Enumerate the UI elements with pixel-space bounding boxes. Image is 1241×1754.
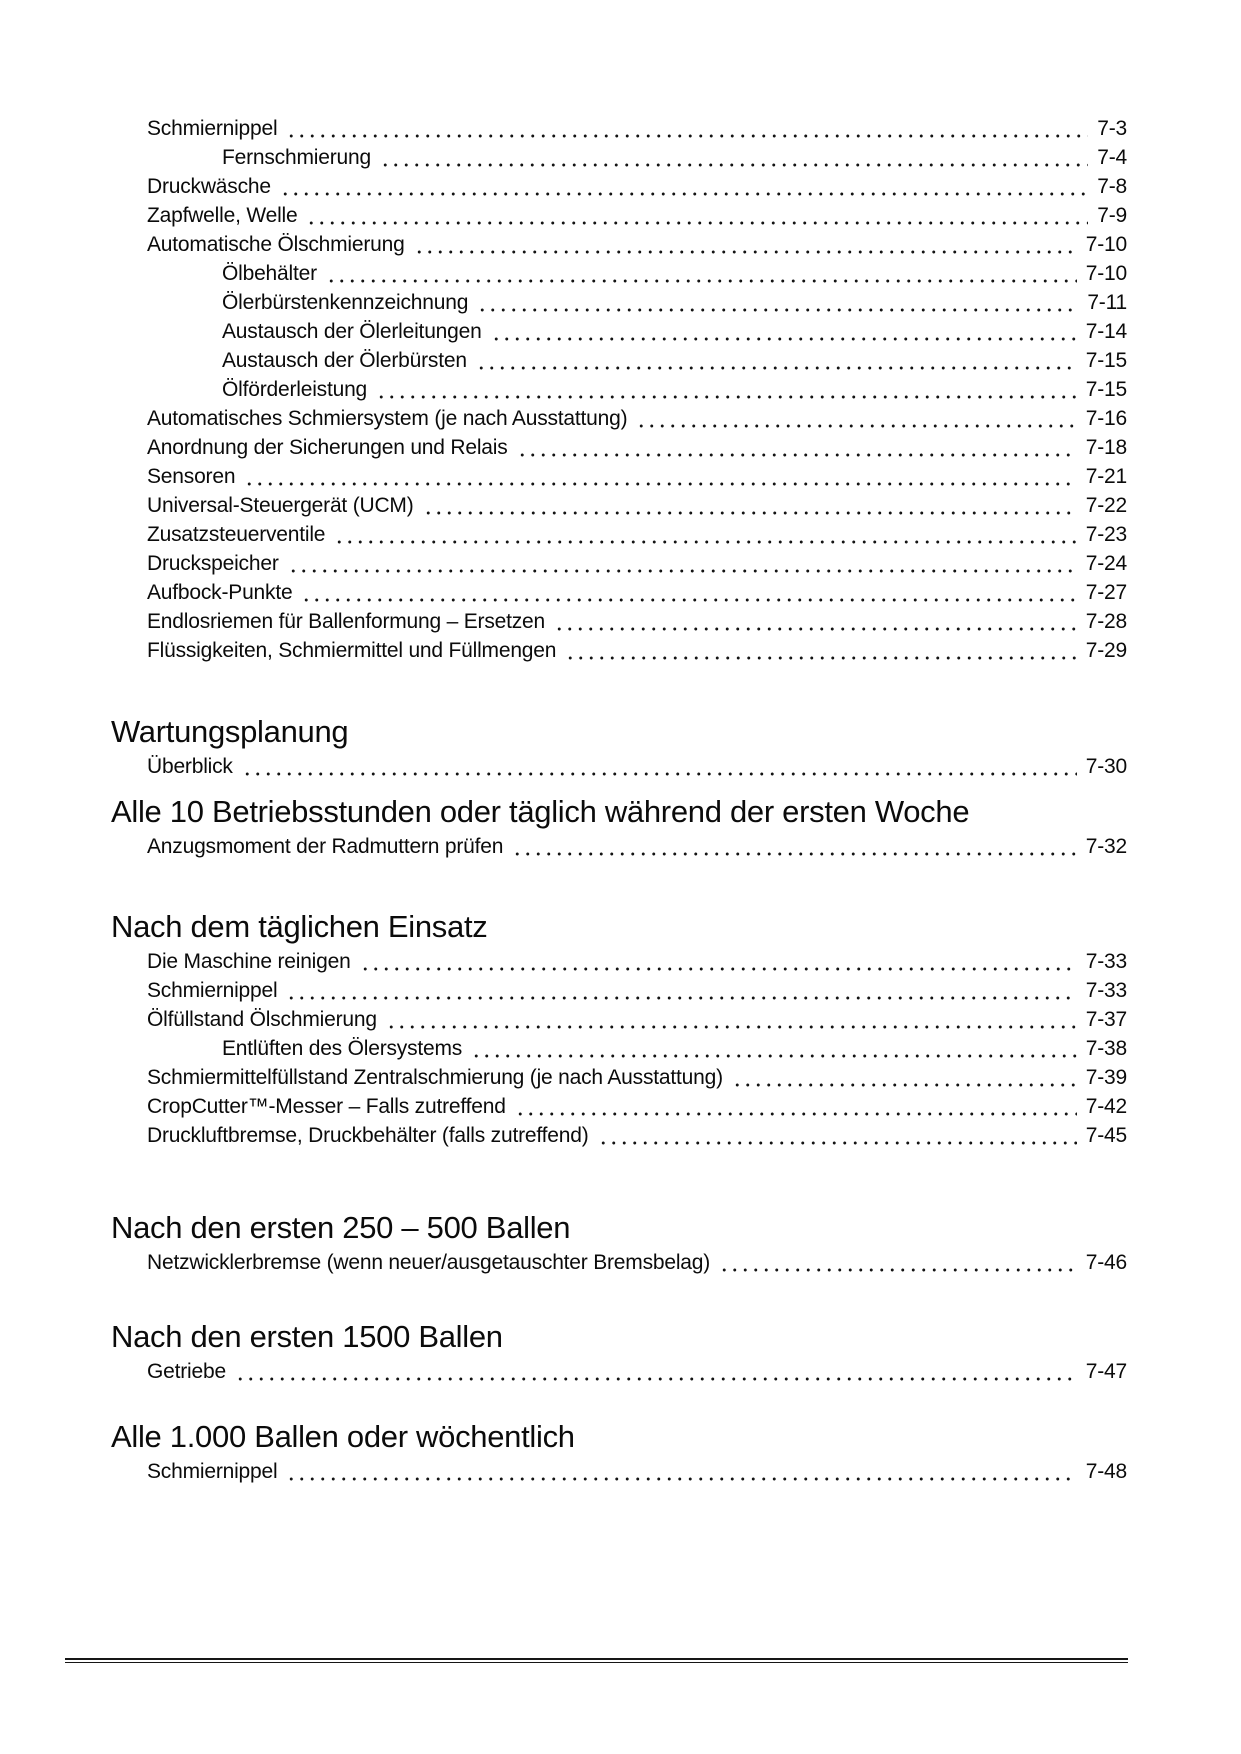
toc-entry-page-number: 7-16 [1085, 407, 1127, 430]
toc-entry-page-number: 7-48 [1085, 1460, 1127, 1483]
toc-entry [111, 1005, 1127, 1034]
toc-entry-title: Druckspeicher [147, 552, 279, 575]
toc-entry-page-number: 7-14 [1085, 320, 1127, 343]
toc-entry [111, 346, 1127, 375]
dot-leader [475, 288, 1078, 317]
dot-leader [286, 549, 1077, 578]
toc-entry-title: Aufbock-Punkte [147, 581, 293, 604]
dot-leader [552, 607, 1077, 636]
toc-entry [111, 1063, 1127, 1092]
toc-entry-title: Universal-Steuergerät (UCM) [147, 494, 414, 517]
dot-leader [515, 433, 1077, 462]
toc-entry-title: Ölbehälter [222, 262, 317, 285]
toc-entry-title: Anzugsmoment der Radmuttern prüfen [147, 835, 504, 858]
dot-leader [378, 143, 1088, 172]
toc-entry-title: Fernschmierung [222, 146, 371, 169]
toc-entry-page-number: 7-29 [1085, 639, 1127, 662]
toc-entry-title: Druckwäsche [147, 175, 271, 198]
toc-entry-page-number: 7-23 [1085, 523, 1127, 546]
toc-entry [111, 114, 1127, 143]
toc-entry [111, 752, 1127, 781]
toc-section [111, 1417, 1127, 1486]
toc-entry [111, 259, 1127, 288]
toc-entry-title: Sensoren [147, 465, 236, 488]
toc-entry [111, 230, 1127, 259]
toc-entry-title: Automatisches Schmiersystem (je nach Ausstattung) [147, 407, 628, 430]
toc-entry-page-number: 7-3 [1097, 117, 1127, 140]
toc-entry-page-number: 7-15 [1085, 378, 1127, 401]
toc-entry-title: Flüssigkeiten, Schmiermittel und Füllmengen [147, 639, 557, 662]
dot-leader [717, 1248, 1077, 1277]
toc-entry-page-number: 7-22 [1085, 494, 1127, 517]
dot-leader [240, 752, 1077, 781]
dot-leader [563, 636, 1077, 665]
toc-entry-title: CropCutter™-Messer – Falls zutreffend [147, 1095, 506, 1118]
toc-entry-title: Zusatzsteuerventile [147, 523, 326, 546]
dot-leader [374, 375, 1077, 404]
toc-entry-page-number: 7-33 [1085, 950, 1127, 973]
dot-leader [284, 976, 1076, 1005]
toc-entry-title: Überblick [147, 755, 233, 778]
section-heading: Alle 1.000 Ballen oder wöchentlich [111, 1419, 575, 1454]
toc-entry-title: Anordnung der Sicherungen und Relais [147, 436, 508, 459]
toc-entry [111, 1121, 1127, 1150]
footer-rule [65, 1658, 1128, 1663]
toc-entry-title: Netzwicklerbremse (wenn neuer/ausgetauschter Bremsbelag) [147, 1251, 711, 1274]
section-heading: Alle 10 Betriebsstunden oder täglich während der ersten Woche [111, 794, 970, 829]
toc-entry-page-number: 7-32 [1085, 835, 1127, 858]
toc-entry [111, 288, 1127, 317]
toc-entry-page-number: 7-18 [1085, 436, 1127, 459]
dot-leader [233, 1357, 1077, 1386]
toc-section [111, 1317, 1127, 1386]
toc-entry-page-number: 7-45 [1085, 1124, 1127, 1147]
toc-entry-page-number: 7-27 [1085, 581, 1127, 604]
toc-section [111, 712, 1127, 781]
toc-entry [111, 947, 1127, 976]
dot-leader [284, 114, 1088, 143]
toc-entry [111, 462, 1127, 491]
toc-entry [111, 607, 1127, 636]
toc-entry [111, 976, 1127, 1005]
toc-entry-page-number: 7-47 [1085, 1360, 1127, 1383]
dot-leader [513, 1092, 1077, 1121]
toc-entry [111, 578, 1127, 607]
dot-leader [469, 1034, 1077, 1063]
toc-entry-page-number: 7-39 [1085, 1066, 1127, 1089]
dot-leader [332, 520, 1076, 549]
toc-entry [111, 520, 1127, 549]
toc-entry [111, 1248, 1127, 1277]
toc-entry-title: Entlüften des Ölersystems [222, 1037, 463, 1060]
dot-leader [242, 462, 1076, 491]
toc-entry [111, 201, 1127, 230]
toc-entry-page-number: 7-30 [1085, 755, 1127, 778]
toc-entry-page-number: 7-10 [1085, 262, 1127, 285]
toc-entry [111, 491, 1127, 520]
toc-entry-title: Schmiermittelfüllstand Zentralschmierung (je nach Ausstattung) [147, 1066, 723, 1089]
dot-leader [730, 1063, 1077, 1092]
toc-section [111, 907, 1127, 1150]
dot-leader [284, 1457, 1076, 1486]
dot-leader [299, 578, 1076, 607]
toc-entry [111, 1092, 1127, 1121]
toc-entry-page-number: 7-15 [1085, 349, 1127, 372]
toc-entry-page-number: 7-11 [1087, 291, 1127, 314]
toc-entry-page-number: 7-4 [1097, 146, 1127, 169]
toc-entry [111, 143, 1127, 172]
dot-leader [304, 201, 1088, 230]
section-heading: Nach den ersten 1500 Ballen [111, 1319, 503, 1354]
toc-section [111, 1208, 1127, 1277]
toc-entry [111, 404, 1127, 433]
toc-entry-page-number: 7-33 [1085, 979, 1127, 1002]
toc-entry-page-number: 7-10 [1085, 233, 1127, 256]
dot-leader [278, 172, 1088, 201]
toc-entry-title: Getriebe [147, 1360, 226, 1383]
dot-leader [510, 832, 1077, 861]
toc-entry-page-number: 7-38 [1085, 1037, 1127, 1060]
dot-leader [421, 491, 1077, 520]
toc-entry [111, 832, 1127, 861]
toc-section [111, 792, 1127, 861]
toc-entry [111, 1034, 1127, 1063]
toc-entry-page-number: 7-9 [1097, 204, 1127, 227]
section-heading: Nach den ersten 250 – 500 Ballen [111, 1210, 571, 1245]
toc-section [111, 114, 1127, 665]
dot-leader [634, 404, 1076, 433]
dot-leader [474, 346, 1077, 375]
toc-entry-title: Schmiernippel [147, 979, 278, 1002]
toc-entry [111, 549, 1127, 578]
dot-leader [596, 1121, 1077, 1150]
toc-entry-page-number: 7-46 [1085, 1251, 1127, 1274]
section-heading: Nach dem täglichen Einsatz [111, 909, 488, 944]
toc-entry [111, 433, 1127, 462]
toc-entry [111, 1357, 1127, 1386]
toc-entry-title: Austausch der Ölerleitungen [222, 320, 482, 343]
table-of-contents [111, 114, 1127, 1486]
dot-leader [412, 230, 1077, 259]
toc-entry-page-number: 7-24 [1085, 552, 1127, 575]
dot-leader [324, 259, 1077, 288]
dot-leader [384, 1005, 1077, 1034]
toc-entry-title: Automatische Ölschmierung [147, 233, 405, 256]
toc-entry-title: Die Maschine reinigen [147, 950, 351, 973]
toc-entry [111, 1457, 1127, 1486]
section-heading: Wartungsplanung [111, 714, 349, 749]
toc-entry-title: Austausch der Ölerbürsten [222, 349, 467, 372]
toc-entry-page-number: 7-21 [1085, 465, 1127, 488]
toc-entry-title: Zapfwelle, Welle [147, 204, 298, 227]
toc-entry [111, 375, 1127, 404]
toc-entry-title: Druckluftbremse, Druckbehälter (falls zutreffend) [147, 1124, 589, 1147]
toc-entry-page-number: 7-42 [1085, 1095, 1127, 1118]
toc-entry-title: Schmiernippel [147, 117, 278, 140]
toc-entry-page-number: 7-28 [1085, 610, 1127, 633]
toc-entry-title: Ölförderleistung [222, 378, 368, 401]
toc-entry-page-number: 7-8 [1097, 175, 1127, 198]
dot-leader [358, 947, 1077, 976]
toc-entry [111, 636, 1127, 665]
dot-leader [489, 317, 1077, 346]
toc-entry [111, 317, 1127, 346]
toc-entry-title: Ölerbürstenkennzeichnung [222, 291, 469, 314]
toc-entry-title: Ölfüllstand Ölschmierung [147, 1008, 377, 1031]
toc-entry-page-number: 7-37 [1085, 1008, 1127, 1031]
toc-entry [111, 172, 1127, 201]
toc-entry-title: Schmiernippel [147, 1460, 278, 1483]
toc-entry-title: Endlosriemen für Ballenformung – Ersetzen [147, 610, 546, 633]
